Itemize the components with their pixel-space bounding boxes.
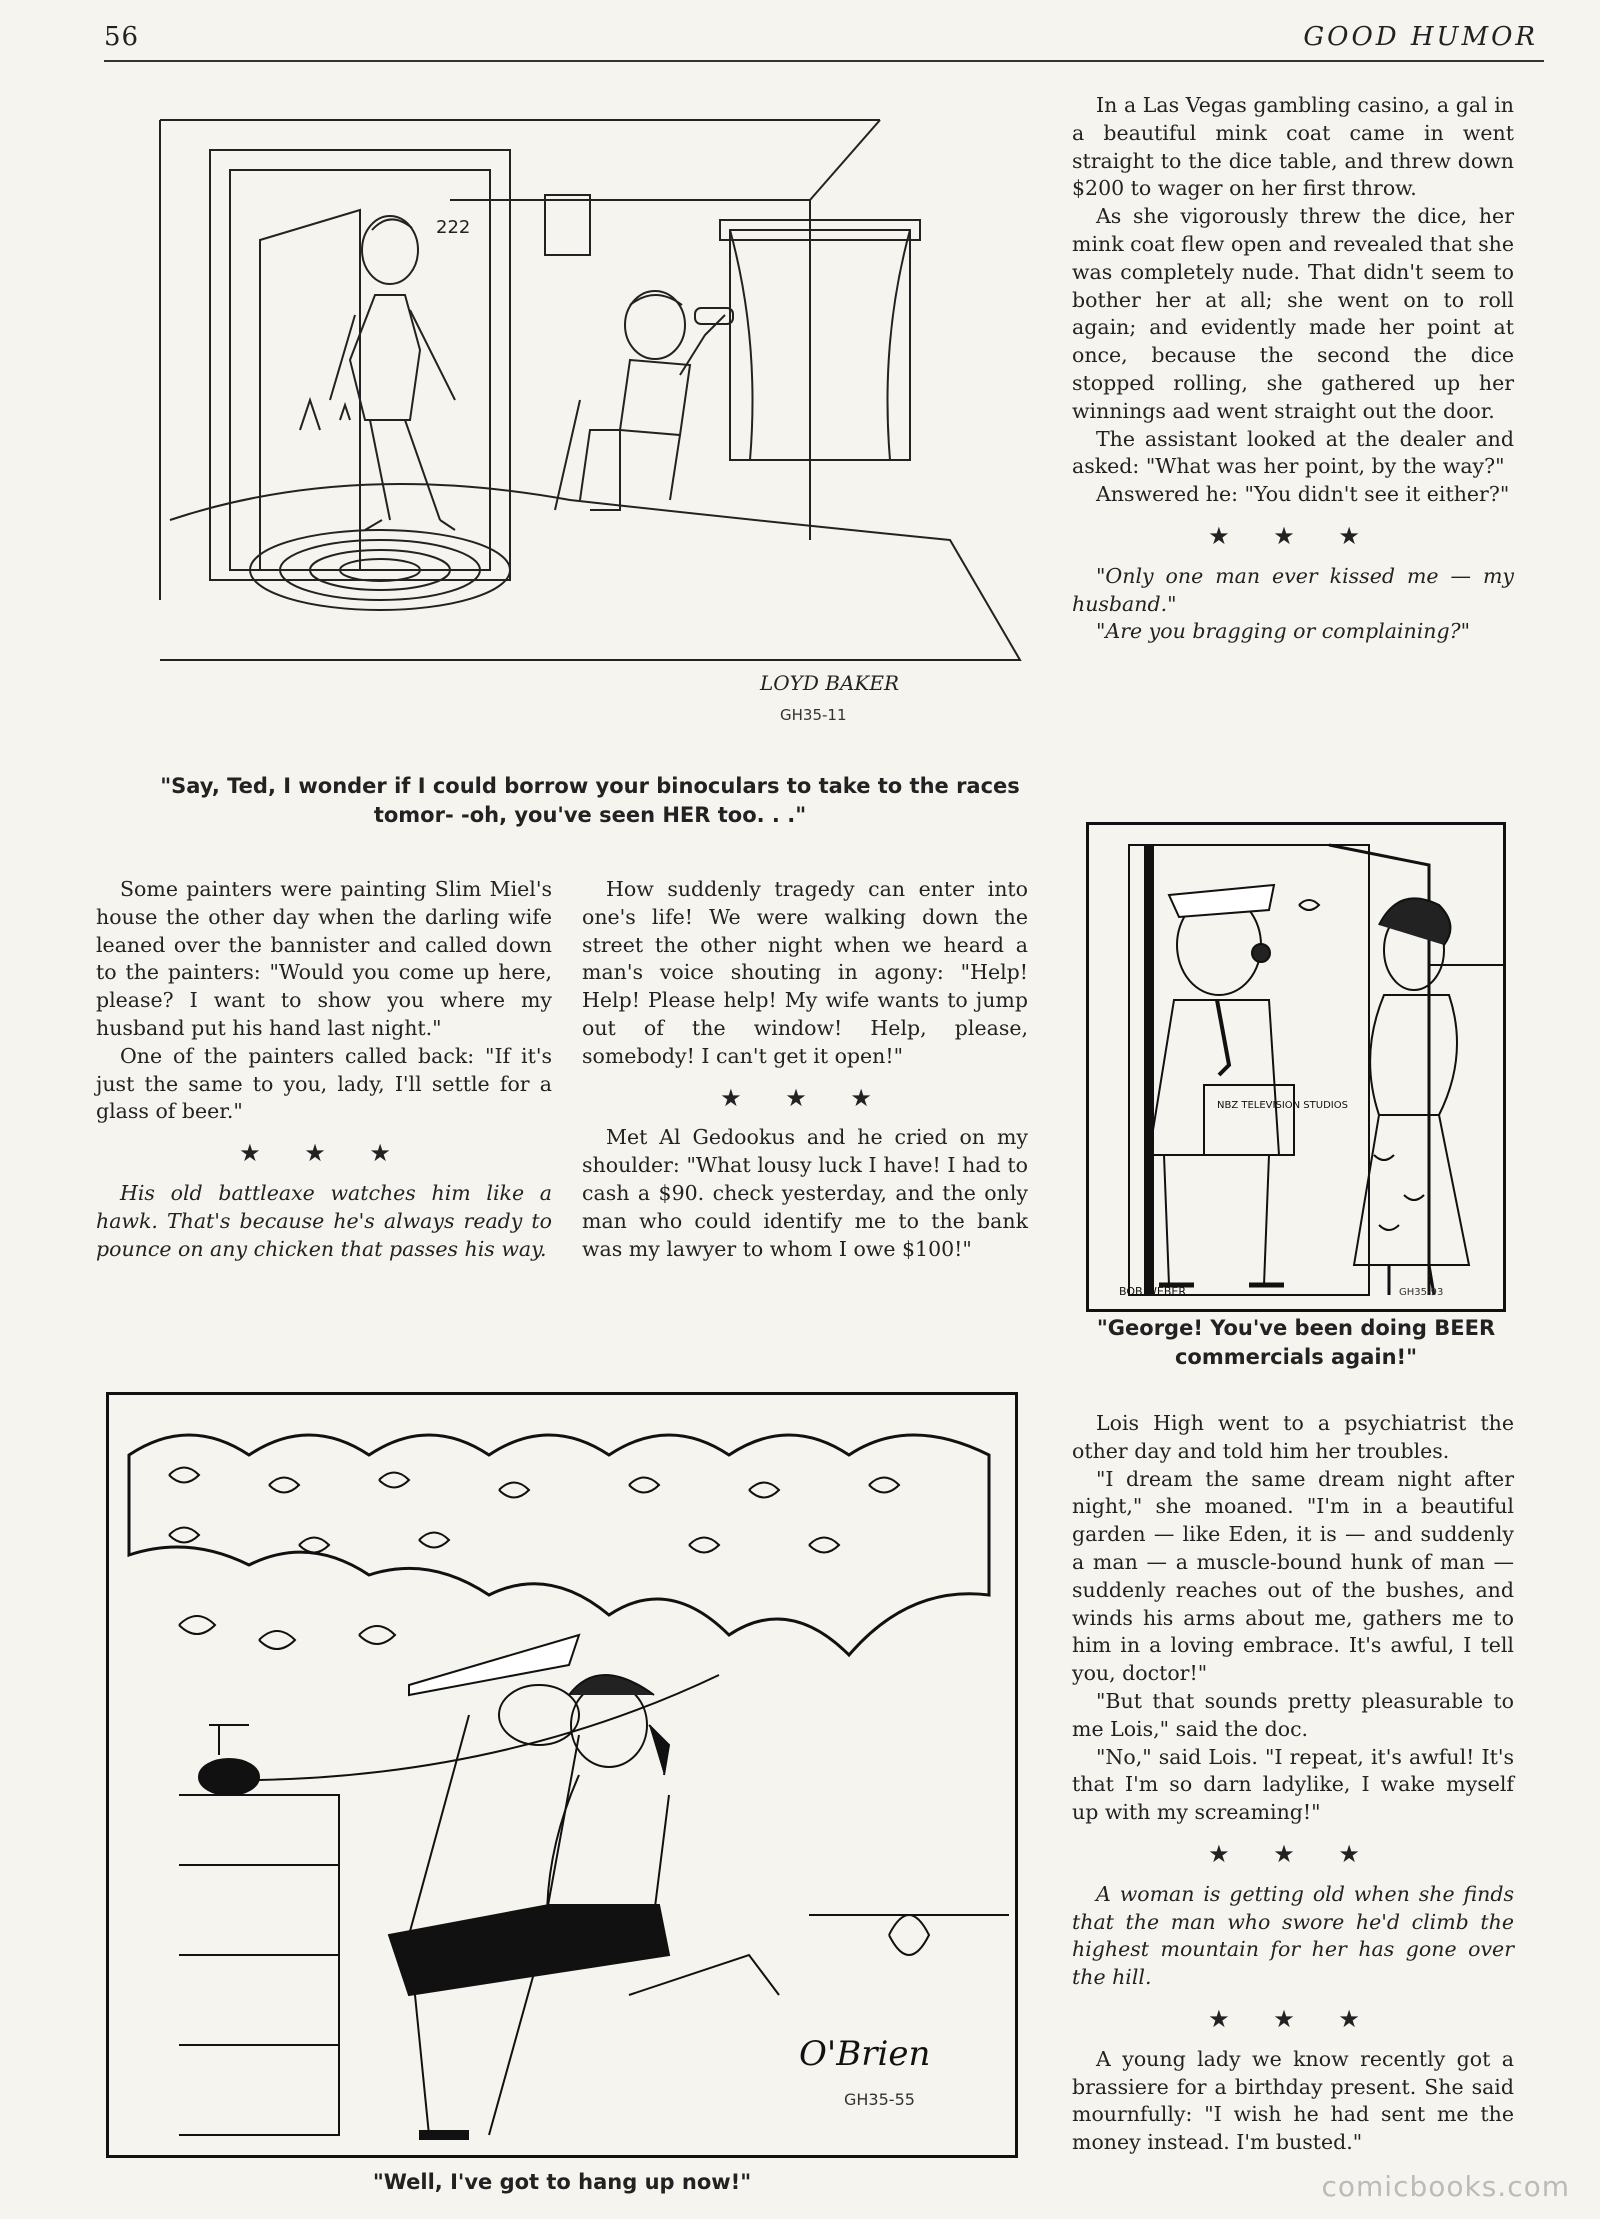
- painters-joke-column: [96, 876, 552, 1263]
- psychiatrist-joke-p1: Lois High went to a psychiatrist the other day and told him her troubles.: [1072, 1411, 1514, 1463]
- right-cartoon: [1086, 822, 1506, 1312]
- old-woman-joke: A woman is getting old when she finds that the man who swore he'd climb the highest mountain for her has gone over the hill.: [1072, 1881, 1514, 1990]
- star-divider: ★ ★ ★: [239, 1139, 409, 1168]
- painters-joke-p1: Some painters were painting Slim Miel's house the other day when the darling wife leaned over the bannister and called down to the painters: "Would you come up here, please? I want to show you where my husband put his hand last night.": [96, 877, 552, 1040]
- case-label: NBZ TELEVISION STUDIOS: [1217, 1100, 1348, 1111]
- bottom-cartoon-signature: O'Brien: [799, 2034, 931, 2074]
- tragedy-joke-column: [582, 876, 1028, 1263]
- top-cartoon-caption: "Say, Ted, I wonder if I could borrow your binoculars to take to the races tomor- -oh, you've seen HER too. . .": [160, 774, 1020, 827]
- kissed-joke-line2: "Are you bragging or complaining?": [1096, 619, 1470, 644]
- casino-joke-p2: As she vigorously threw the dice, her mink coat flew open and revealed that she was completely nude. That didn't seem to bother her at all; she went on to roll again; and evidently made her point at once, because the second the dice stopped rolling, she gathered up her winnings aad went straight out the door.: [1072, 204, 1514, 423]
- door-number: 222: [436, 217, 471, 238]
- running-head: GOOD HUMOR: [1303, 22, 1538, 52]
- right-cartoon-caption: "George! You've been doing BEER commercials again!": [1096, 1316, 1496, 1369]
- watermark: comicbooks.com: [1321, 2170, 1570, 2203]
- psychiatrist-joke-p4: "No," said Lois. "I repeat, it's awful! It's that I'm so darn ladylike, I wake myself up with my screaming!": [1072, 1744, 1514, 1825]
- kissed-joke-line1: "Only one man ever kissed me — my husband.": [1072, 563, 1514, 616]
- bottom-cartoon-drawing: [109, 1395, 1015, 2155]
- gedookus-joke: Met Al Gedookus and he cried on my shoulder: "What lousy luck I have! I had to cash a $90. check yesterday, and the only man who could identify me to the bank was my lawyer to whom I owe $100!": [582, 1125, 1028, 1261]
- right-cartoon-signature: BOB WEBER: [1119, 1285, 1187, 1298]
- brassiere-joke: A young lady we know recently got a brassiere for a birthday present. She said mournfully: "I wish he had sent me the money instead. I'm busted.": [1072, 2046, 1514, 2155]
- right-cartoon-code: GH35-93: [1399, 1287, 1444, 1298]
- psychiatrist-joke-p3: "But that sounds pretty pleasurable to me Lois," said the doc.: [1072, 1688, 1514, 1741]
- painters-joke-p2: One of the painters called back: "If it's just the same to you, lady, I'll settle for a glass of beer.": [96, 1043, 552, 1124]
- battleaxe-joke: His old battleaxe watches him like a hawk. That's because he's always ready to pounce on any chicken that passes his way.: [96, 1180, 552, 1261]
- bottom-cartoon-code: GH35-55: [844, 2090, 915, 2109]
- psychiatrist-joke-p2: "I dream the same dream night after night," she moaned. "I'm in a beautiful garden — like Eden, it is — and suddenly a man — a muscle-bound hunk of man — suddenly reaches out of the bushes, and winds his arms about me, gathers me to him in a loving embrace. It's awful, I tell you, doctor!": [1072, 1466, 1514, 1686]
- header-rule: [104, 60, 1544, 62]
- casino-joke-p3: The assistant looked at the dealer and asked: "What was her point, by the way?": [1072, 426, 1514, 479]
- top-cartoon: [150, 100, 1030, 740]
- casino-joke-column: [1072, 92, 1514, 646]
- bottom-cartoon: [106, 1392, 1018, 2158]
- page-number: 56: [104, 22, 140, 52]
- star-divider: ★ ★ ★: [1208, 2004, 1378, 2033]
- star-divider: ★ ★ ★: [1208, 1839, 1378, 1868]
- bottom-cartoon-caption: "Well, I've got to hang up now!": [372, 2170, 752, 2194]
- right-cartoon-drawing: [1089, 825, 1503, 1309]
- casino-joke-p1: In a Las Vegas gambling casino, a gal in a beautiful mink coat came in went straight to the dice table, and threw down $200 to wager on her first throw.: [1072, 93, 1514, 201]
- star-divider: ★ ★ ★: [1208, 521, 1378, 550]
- casino-joke-p4: Answered he: "You didn't see it either?": [1096, 482, 1510, 507]
- top-cartoon-signature: LOYD BAKER: [760, 671, 900, 695]
- top-cartoon-code: GH35-11: [780, 706, 847, 724]
- star-divider: ★ ★ ★: [720, 1083, 890, 1112]
- top-cartoon-drawing: [150, 100, 1030, 740]
- tragedy-joke: How suddenly tragedy can enter into one's life! We were walking down the street the other night when we heard a man's voice shouting in agony: "Help! Help! Please help! My wife wants to jump out of the window! Help, please, somebody! I can't get it open!": [582, 877, 1028, 1068]
- psychiatrist-joke-column: [1072, 1410, 1514, 2157]
